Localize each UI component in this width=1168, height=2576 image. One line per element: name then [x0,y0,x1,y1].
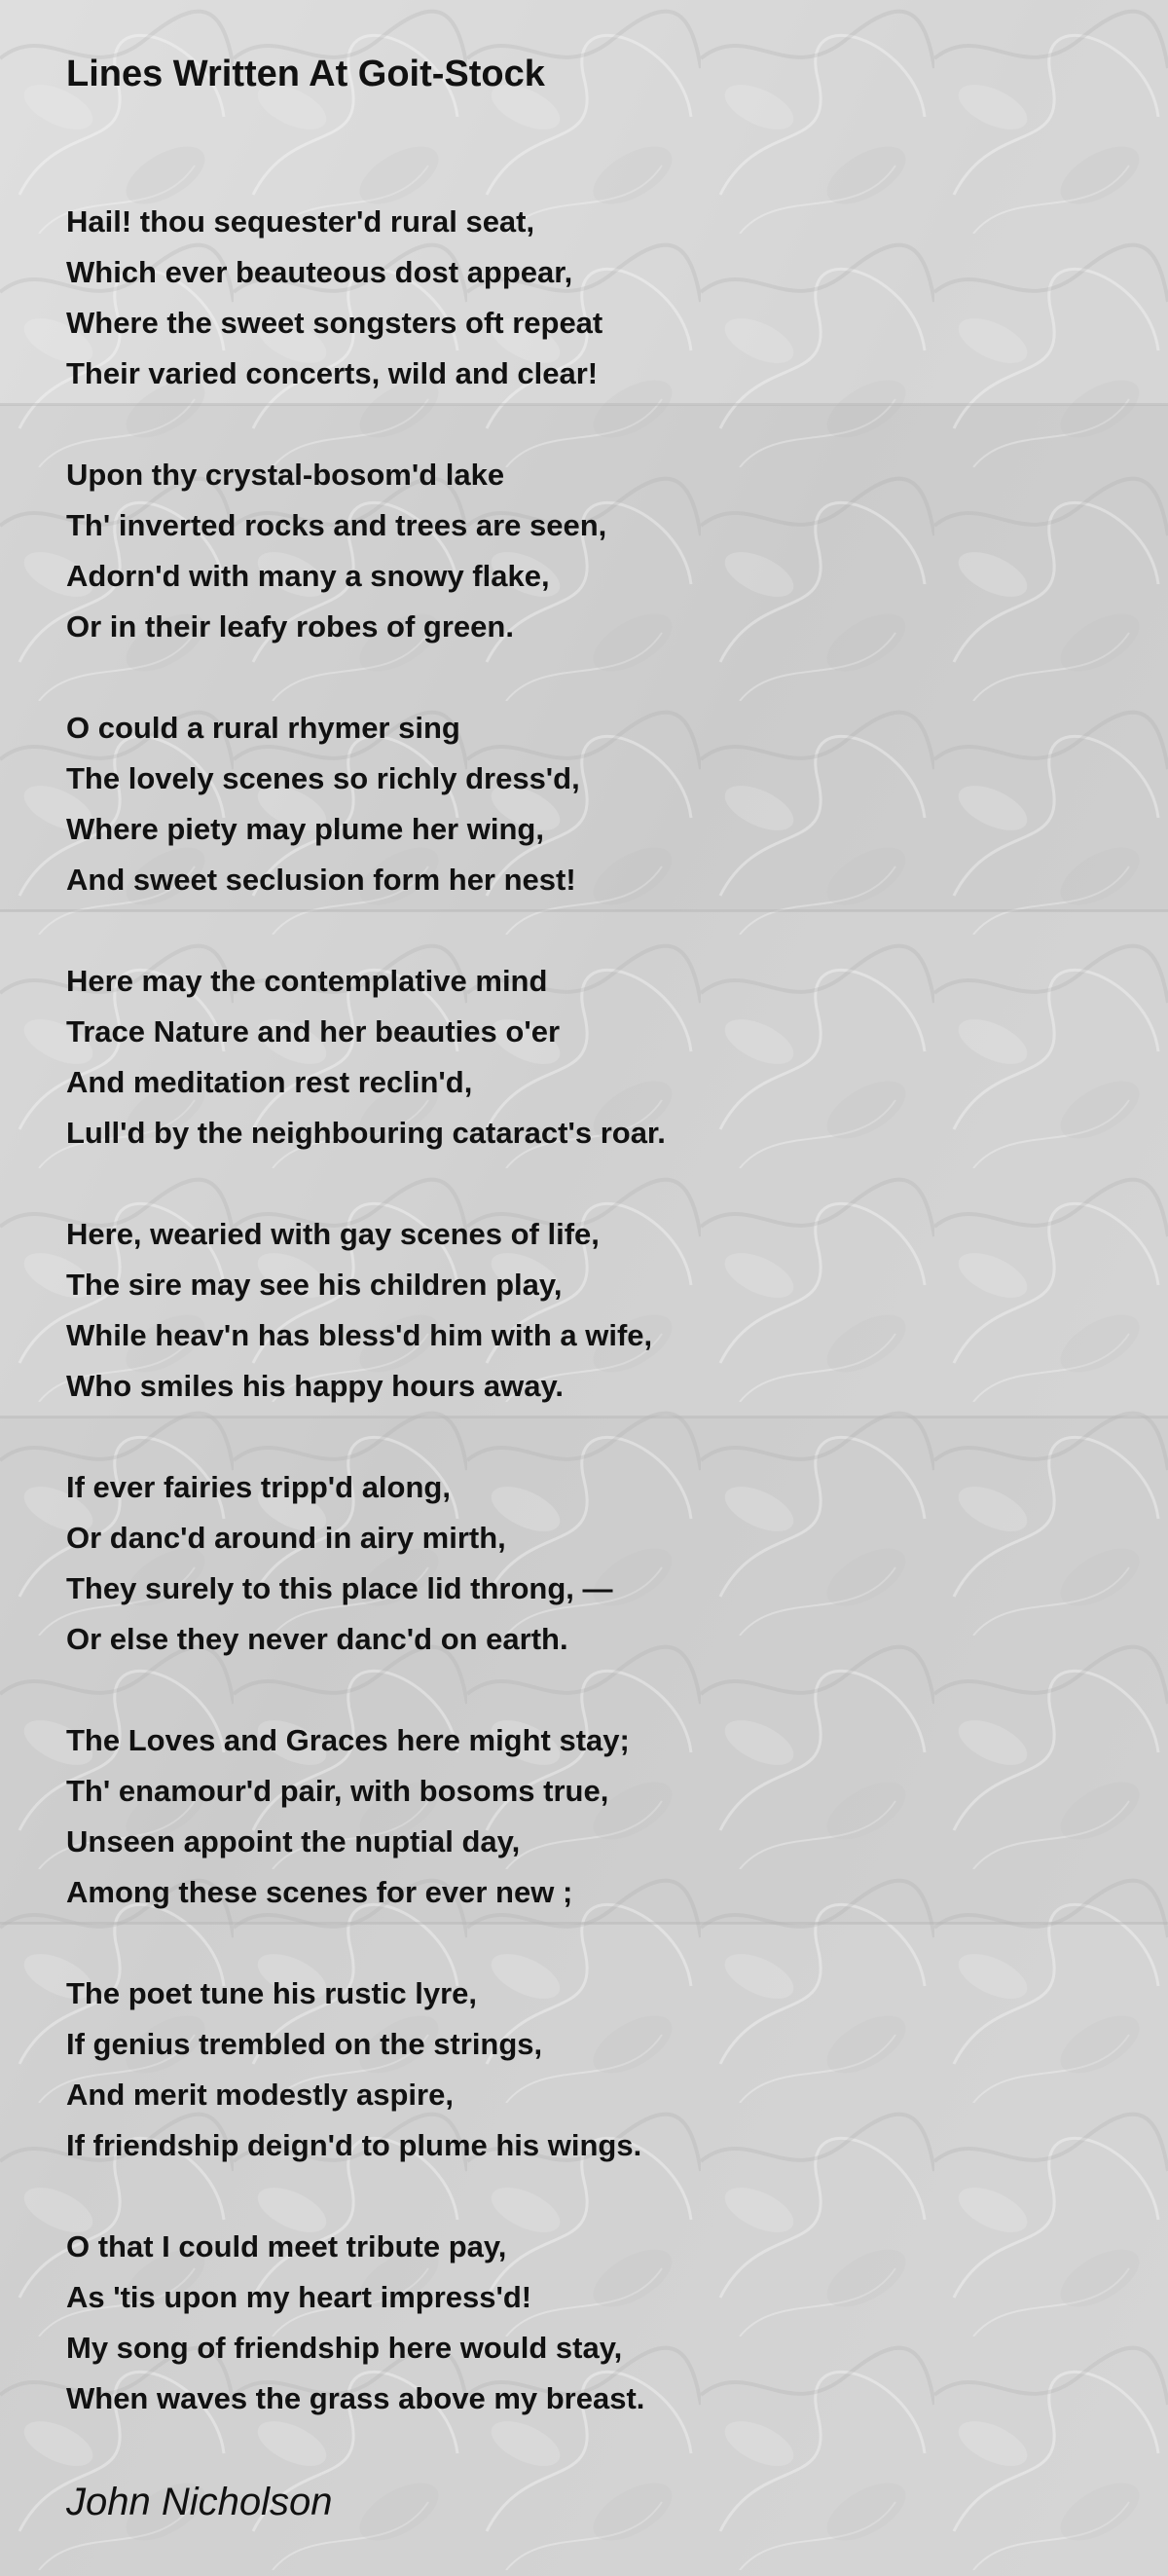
poem-line: O that I could meet tribute pay, [66,2229,507,2263]
poem-line: Which ever beauteous dost appear, [66,255,573,289]
poem-line: They surely to this place lid throng, — [66,1571,613,1605]
stanza [66,1462,613,1665]
poem-line: Among these scenes for ever new ; [66,1875,573,1909]
poem-line: Adorn'd with many a snowy flake, [66,559,550,593]
stanza [66,703,580,905]
poem-line: The lovely scenes so richly dress'd, [66,761,580,795]
poem-line: If ever fairies tripp'd along, [66,1470,451,1504]
poem-line: Hail! thou sequester'd rural seat, [66,204,535,239]
poem-line: O could a rural rhymer sing [66,711,460,745]
poem-line: If friendship deign'd to plume his wings. [66,2128,642,2162]
poem-line: And merit modestly aspire, [66,2078,454,2112]
poem-line: And sweet seclusion form her nest! [66,863,576,897]
poem-line: When waves the grass above my breast. [66,2381,645,2415]
stanza [66,2222,644,2424]
poem-line: Unseen appoint the nuptial day, [66,1824,521,1858]
poem-line: Here, wearied with gay scenes of life, [66,1217,600,1251]
poem-line: Who smiles his happy hours away. [66,1369,565,1403]
poem-author: John Nicholson [66,2481,333,2523]
poem-line: While heav'n has bless'd him with a wife, [66,1318,653,1352]
poem-line: Upon thy crystal-bosom'd lake [66,458,505,492]
poem-line: Where the sweet songsters oft repeat [66,306,603,340]
stanza [66,956,666,1159]
poem-line: Th' inverted rocks and trees are seen, [66,508,607,542]
poem-line: Or danc'd around in airy mirth, [66,1521,506,1555]
poem-line: Th' enamour'd pair, with bosoms true, [66,1774,609,1808]
poem-line: My song of friendship here would stay, [66,2331,623,2365]
poem-line: Or else they never danc'd on earth. [66,1622,568,1656]
stanza [66,1209,652,1412]
poem-line: Lull'd by the neighbouring cataract's roar. [66,1116,666,1150]
poem-line: If genius trembled on the strings, [66,2027,543,2061]
poem-line: The Loves and Graces here might stay; [66,1723,630,1757]
stanza [66,1969,641,2171]
poem-title: Lines Written At Goit-Stock [66,54,545,94]
poem-line: Their varied concerts, wild and clear! [66,356,599,390]
poem-line: As 'tis upon my heart impress'd! [66,2280,532,2314]
stanza [66,450,606,652]
stanza [66,1715,630,1918]
poem-line: Or in their leafy robes of green. [66,609,514,644]
poem-line: Where piety may plume her wing, [66,812,544,846]
poem-container [66,0,1117,2576]
poem-line: Here may the contemplative mind [66,964,548,998]
poem-line: The poet tune his rustic lyre, [66,1976,478,2010]
poem-line: And meditation rest reclin'd, [66,1065,473,1099]
poem-line: The sire may see his children play, [66,1268,563,1302]
stanza [66,197,602,399]
poem-line: Trace Nature and her beauties o'er [66,1014,561,1049]
